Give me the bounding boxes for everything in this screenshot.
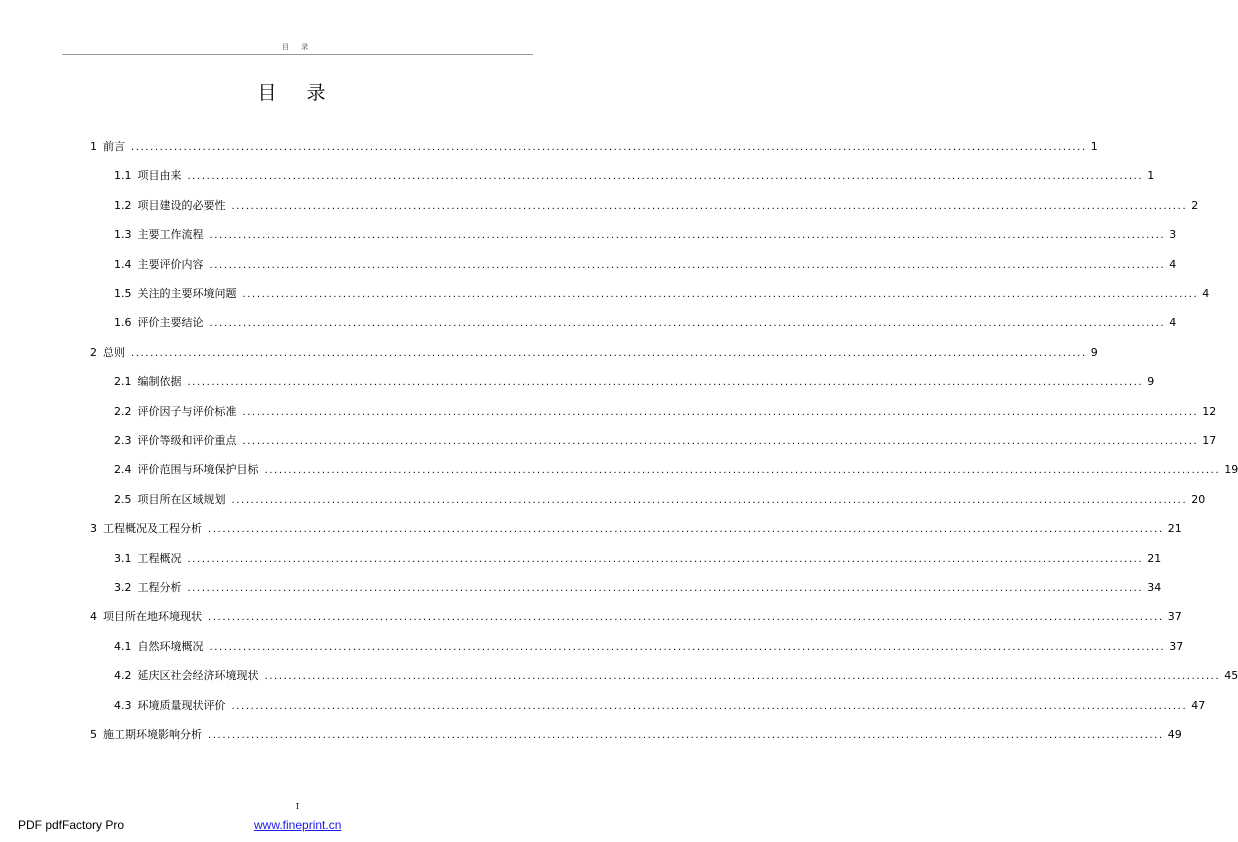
toc-entry-number: 1.4 (114, 257, 132, 271)
toc-entry-page: 37 (1167, 610, 1182, 624)
toc-entry-number: 3 (90, 522, 97, 536)
toc-entry-title: 自然环境概况 (137, 639, 204, 653)
toc-entry-number: 2 (90, 345, 97, 359)
toc-entry[interactable] (90, 345, 1098, 361)
toc-dot-leader: ........................................................................................................................................................................................................ (131, 142, 1087, 153)
toc-entry-page: 1 (1147, 169, 1155, 183)
toc-entry-title: 工程概况及工程分析 (103, 522, 202, 536)
toc-entry[interactable] (114, 375, 1155, 390)
toc-entry[interactable] (114, 463, 1238, 478)
running-header: 目 录 (281, 43, 314, 51)
toc-entry[interactable] (114, 198, 1199, 214)
toc-entry-number: 2.2 (114, 404, 132, 418)
toc-entry-page: 2 (1191, 198, 1199, 212)
fineprint-link[interactable]: www.fineprint.cn (254, 818, 342, 832)
toc-entry-page: 4 (1169, 316, 1177, 330)
toc-entry[interactable] (114, 492, 1206, 508)
toc-entry-title: 总则 (103, 345, 125, 359)
toc-entry-number: 4.1 (114, 639, 132, 653)
toc-entry-number: 1 (90, 140, 97, 153)
toc-dot-leader: ........................................................................................................................................................................................................ (264, 465, 1221, 477)
toc-entry-title: 评价等级和评价重点 (137, 434, 237, 447)
toc-entry-number: 2.3 (114, 434, 132, 447)
toc-dot-leader: ........................................................................................................................................................................................................ (208, 730, 1164, 741)
toc-entry-number: 2.1 (114, 375, 132, 389)
toc-entry-number: 1.3 (114, 228, 132, 242)
toc-dot-leader: ........................................................................................................................................................................................................ (187, 583, 1144, 594)
toc-entry-page: 3 (1169, 228, 1177, 242)
toc-dot-leader: ........................................................................................................................................................................................................ (231, 200, 1188, 212)
toc-dot-leader: ........................................................................................................................................................................................................ (131, 347, 1087, 359)
toc-entry[interactable] (114, 639, 1184, 655)
toc-entry[interactable] (114, 257, 1177, 273)
toc-entry-title: 工程概况 (137, 551, 182, 565)
toc-entry-number: 1.6 (114, 316, 132, 330)
toc-entry-title: 主要工作流程 (137, 228, 204, 242)
toc-dot-leader: ........................................................................................................................................................................................................ (231, 494, 1188, 506)
toc-entry-page: 9 (1090, 345, 1098, 359)
toc-entry-number: 4 (90, 610, 97, 624)
toc-entry-page: 17 (1202, 434, 1217, 447)
toc-entry[interactable] (114, 581, 1162, 596)
toc-entry-title: 关注的主要环境问题 (137, 287, 237, 300)
toc-entry[interactable] (114, 698, 1206, 714)
toc-entry-number: 5 (90, 728, 97, 741)
toc-entry-title: 前言 (103, 140, 125, 153)
toc-entry[interactable] (114, 287, 1210, 302)
toc-entry-page: 49 (1167, 728, 1182, 741)
toc-entry-page: 45 (1224, 669, 1238, 683)
toc-entry-title: 评价主要结论 (137, 316, 204, 330)
toc-entry-title: 延庆区社会经济环境现状 (137, 669, 259, 683)
toc-dot-leader: ........................................................................................................................................................................................................ (208, 524, 1164, 536)
toc-dot-leader: ........................................................................................................................................................................................................ (242, 436, 1199, 447)
toc-entry-page: 4 (1169, 257, 1177, 271)
toc-entry-page: 34 (1147, 581, 1162, 594)
toc-entry-page: 21 (1167, 522, 1182, 536)
toc-entry-page: 37 (1169, 639, 1184, 653)
toc-entry[interactable] (90, 728, 1182, 743)
toc-entry-page: 21 (1147, 551, 1162, 565)
pdf-factory-label: PDF pdfFactory Pro (18, 818, 125, 832)
toc-dot-leader: ........................................................................................................................................................................................................ (242, 289, 1199, 300)
toc-dot-leader: ........................................................................................................................................................................................................ (187, 553, 1144, 565)
toc-entry-page: 12 (1202, 404, 1217, 418)
toc-dot-leader: ........................................................................................................................................................................................................ (209, 641, 1166, 653)
toc-entry-number: 1.2 (114, 198, 132, 212)
toc-entry-number: 2.4 (114, 463, 132, 477)
toc-entry[interactable] (90, 522, 1182, 537)
toc-entry-page: 1 (1090, 140, 1098, 153)
toc-entry-title: 项目建设的必要性 (137, 198, 226, 212)
toc-entry-title: 项目所在地环境现状 (103, 610, 202, 624)
toc-dot-leader: ........................................................................................................................................................................................................ (264, 671, 1221, 683)
toc-entry-title: 项目由来 (137, 169, 182, 183)
toc-entry-title: 施工期环境影响分析 (103, 728, 202, 741)
toc-entry[interactable] (114, 404, 1217, 420)
toc-entry-page: 4 (1202, 287, 1210, 300)
toc-entry-title: 主要评价内容 (137, 257, 204, 271)
toc-entry-title: 工程分析 (137, 581, 182, 594)
toc-entry-number: 1.1 (114, 169, 132, 183)
toc-entry-page: 20 (1191, 492, 1206, 506)
toc-entry-title: 项目所在区域规划 (137, 492, 226, 506)
page-title: 目 录 (257, 82, 338, 104)
toc-entry[interactable] (114, 434, 1217, 449)
toc-dot-leader: ........................................................................................................................................................................................................ (242, 406, 1199, 418)
toc-entry-page: 47 (1191, 698, 1206, 712)
toc-dot-leader: ........................................................................................................................................................................................................ (208, 612, 1164, 624)
toc-entry-title: 评价因子与评价标准 (137, 404, 237, 418)
toc-entry-number: 3.2 (114, 581, 132, 594)
toc-entry[interactable] (114, 228, 1177, 243)
toc-entry-page: 19 (1224, 463, 1238, 477)
toc-entry-number: 4.3 (114, 698, 132, 712)
toc-dot-leader: ........................................................................................................................................................................................................ (187, 171, 1144, 183)
toc-entry-number: 3.1 (114, 551, 132, 565)
toc-dot-leader: ........................................................................................................................................................................................................ (209, 230, 1166, 242)
toc-entry[interactable] (90, 140, 1098, 155)
toc-entry-number: 2.5 (114, 492, 132, 506)
toc-entry-page: 9 (1147, 375, 1155, 389)
toc-entry-title: 编制依据 (137, 375, 182, 389)
toc-entry-title: 环境质量现状评价 (137, 698, 226, 712)
toc-dot-leader: ........................................................................................................................................................................................................ (231, 700, 1188, 712)
toc-entry[interactable] (90, 610, 1182, 625)
toc-entry[interactable] (114, 316, 1177, 331)
toc-entry-number: 1.5 (114, 287, 132, 300)
toc-entry[interactable] (114, 169, 1155, 184)
toc-dot-leader: ........................................................................................................................................................................................................ (209, 259, 1166, 271)
toc-entry-number: 4.2 (114, 669, 132, 683)
toc-entry[interactable] (114, 669, 1238, 684)
page-number: I (295, 802, 300, 811)
toc-entry-title: 评价范围与环境保护目标 (137, 463, 259, 477)
toc-entry[interactable] (114, 551, 1162, 567)
toc-dot-leader: ........................................................................................................................................................................................................ (187, 377, 1144, 389)
toc-dot-leader: ........................................................................................................................................................................................................ (209, 318, 1166, 330)
